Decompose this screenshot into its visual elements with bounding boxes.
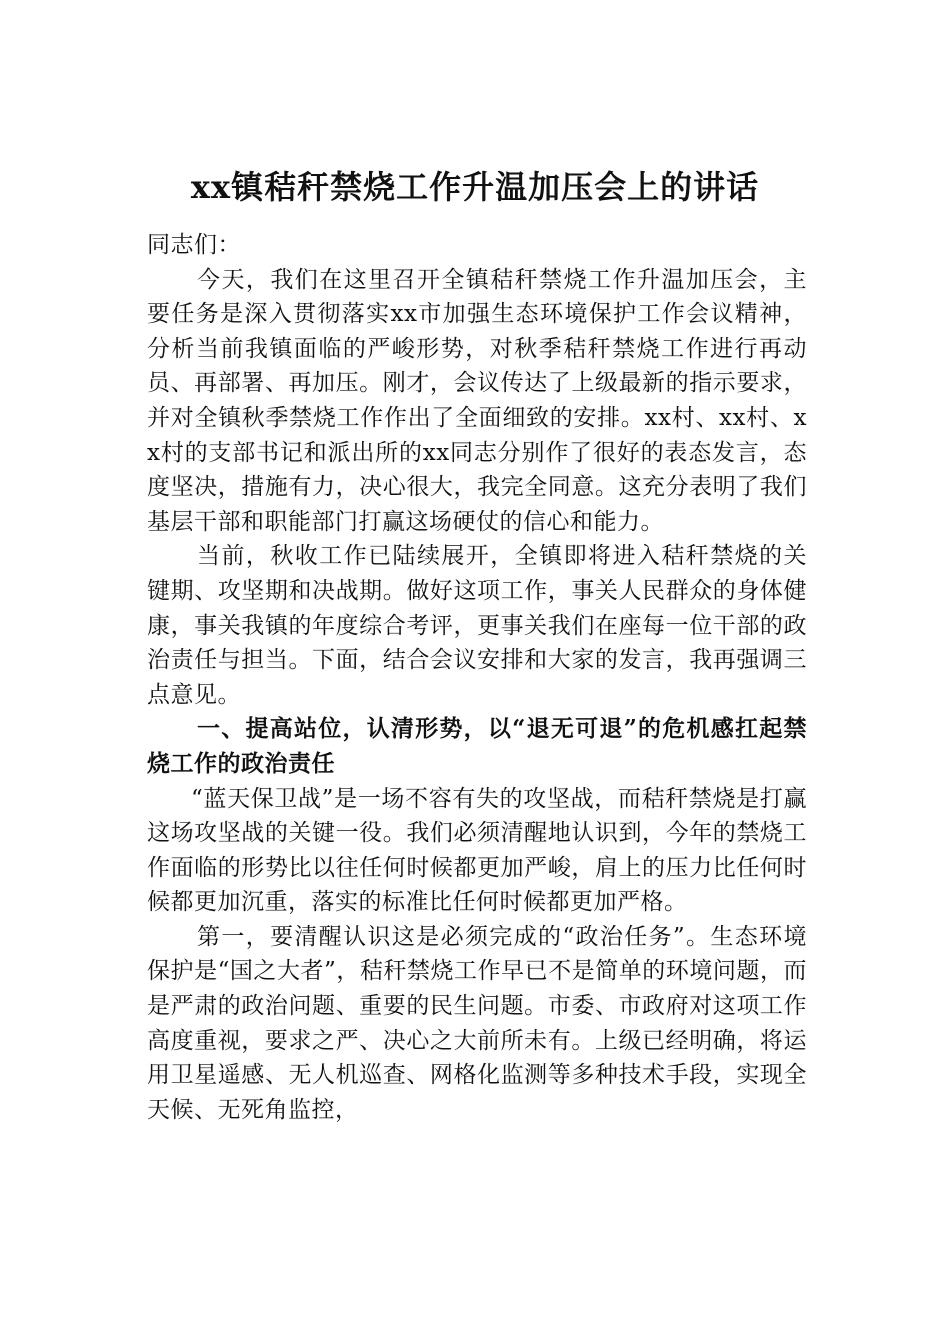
- document-title: xx镇秸秆禁烧工作升温加压会上的讲话: [190, 168, 760, 206]
- salutation: 同志们：: [147, 232, 241, 258]
- section-heading: 一、提高站位，认清形势，以“退无可退”的危机感扛起禁烧工作的政治责任: [147, 715, 807, 777]
- body-paragraph: “蓝天保卫战”是一场不容有失的攻坚战，而秸秆禁烧是打赢这场攻坚战的关键一役。我们必须清醒地认识到，今年的禁烧工作面临的形势比以往任何时候都更加严峻，肩上的压力比任何时候都更加沉重，落实的标准比任何时候都更加严格。: [147, 785, 807, 916]
- body-paragraph: 第一，要清醒认识这是必须完成的“政治任务”。生态环境保护是“国之大者”，秸秆禁烧工作早已不是简单的环境问题，而是严肃的政治问题、重要的民生问题。市委、市政府对这项工作高度重视，要求之严、决心之大前所未有。上级已经明确，将运用卫星遥感、无人机巡查、网格化监测等多种技术手段，实现全天候、无死角监控，: [147, 923, 807, 1123]
- body-paragraph: 今天，我们在这里召开全镇秸秆禁烧工作升温加压会，主要任务是深入贯彻落实xx市加强生态环境保护工作会议精神，分析当前我镇面临的严峻形势，对秋季秸秆禁烧工作进行再动员、再部署、再加压。刚才，会议传达了上级最新的指示要求，并对全镇秋季禁烧工作作出了全面细致的安排。xx村、xx村、xx村的支部书记和派出所的xx同志分别作了很好的表态发言，态度坚决，措施有力，决心很大，我完全同意。这充分表明了我们基层干部和职能部门打赢这场硬仗的信心和能力。: [147, 266, 807, 535]
- document-body: [147, 228, 807, 1127]
- body-paragraph: 当前，秋收工作已陆续展开，全镇即将进入秸秆禁烧的关键期、攻坚期和决战期。做好这项工作，事关人民群众的身体健康，事关我镇的年度综合考评，更事关我们在座每一位干部的政治责任与担当。下面，结合会议安排和大家的发言，我再强调三点意见。: [147, 543, 807, 708]
